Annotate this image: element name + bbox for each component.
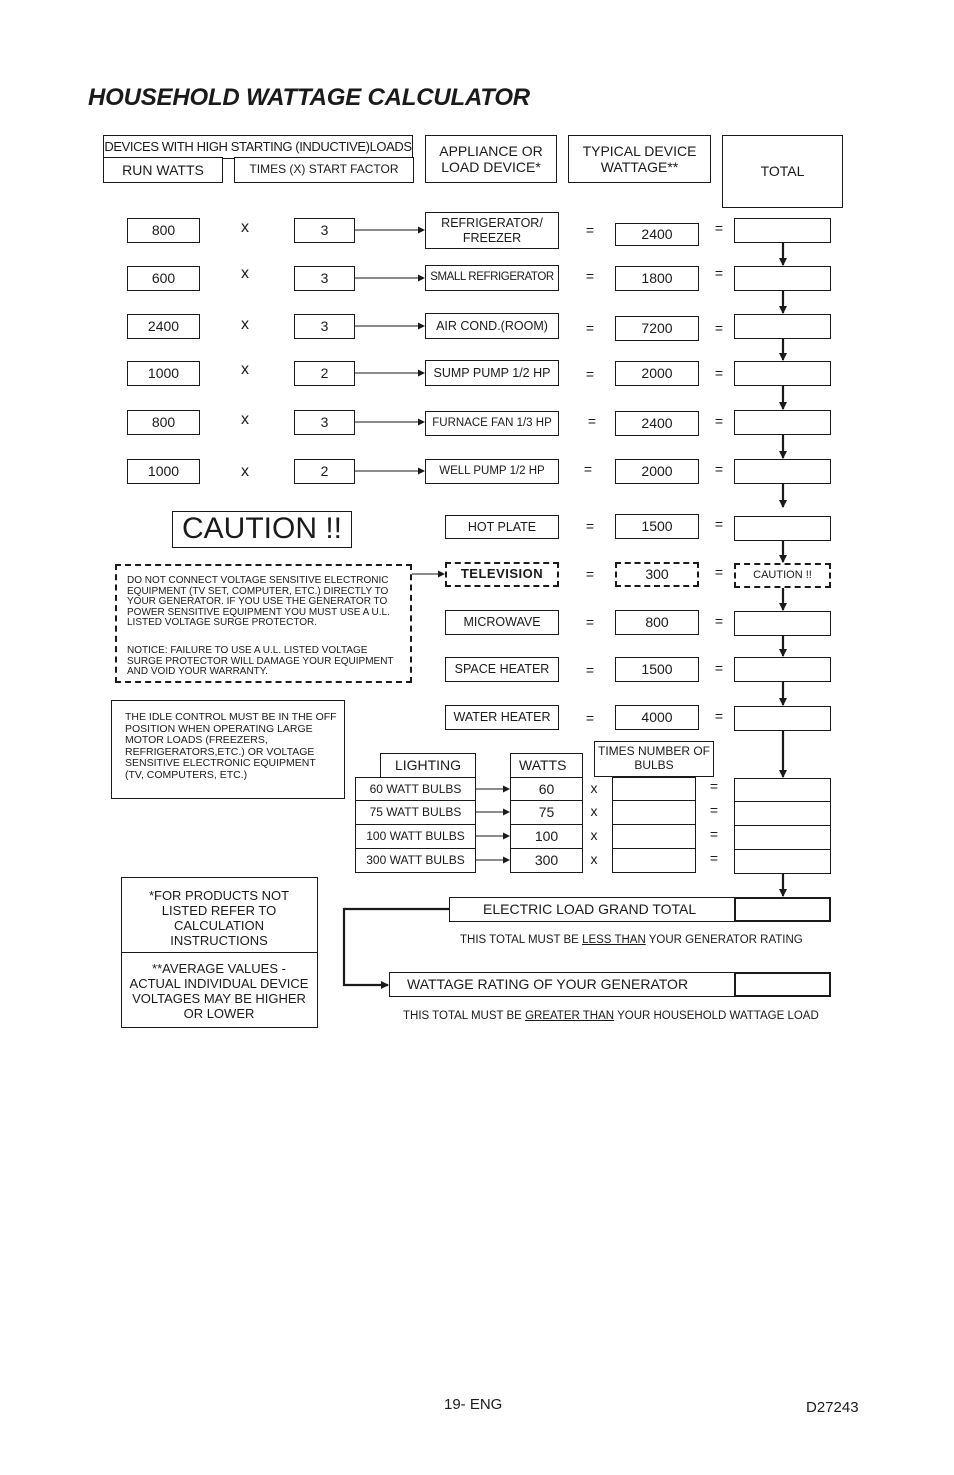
notice-text: NOTICE: FAILURE TO USE A U.L. LISTED VOLTAGE SURGE PROTECTOR WILL DAMAGE YOUR EQUIPMENT AND VOID YOUR WARRANTY. (127, 645, 394, 677)
page-number: 19- ENG (444, 1396, 503, 1413)
equals-sign: = (714, 320, 724, 336)
appliance-label: MICROWAVE (463, 615, 541, 630)
equals-sign: = (585, 268, 595, 284)
equals-sign: = (585, 320, 595, 336)
wattage-value: 7200 (641, 320, 673, 337)
run-watts-value: 1000 (147, 365, 180, 382)
bulb-watts-value: 300 (534, 852, 559, 869)
run-watts-value: 800 (151, 414, 176, 431)
run-watts-value: 600 (151, 270, 176, 287)
lighting-header-label: LIGHTING (394, 757, 462, 774)
equals-sign: = (585, 518, 595, 534)
equals-sign: = (587, 413, 597, 429)
equals-sign: = (714, 708, 724, 724)
footnote-products: *FOR PRODUCTS NOT LISTED REFER TO CALCULATION INSTRUCTIONS (148, 888, 290, 948)
run-watts-value: 1000 (147, 463, 180, 480)
start-factor-value: 3 (320, 318, 329, 335)
bulb-label: 60 WATT BULBS (369, 781, 462, 796)
generator-rating-note-post: YOUR HOUSEHOLD WATTAGE LOAD (614, 1010, 819, 1022)
wattage-value: 1500 (641, 518, 673, 535)
times-sign: x (590, 780, 598, 796)
run-watts-value: 800 (151, 222, 176, 239)
equals-sign: = (583, 461, 593, 477)
equals-sign: = (709, 802, 719, 818)
equals-sign: = (709, 850, 719, 866)
equals-sign: = (585, 366, 595, 382)
wattage-value: 2400 (641, 226, 673, 243)
times-bulbs-label: TIMES NUMBER OF BULBS (597, 744, 710, 772)
typical-wattage-label: TYPICAL DEVICE WATTAGE** (582, 142, 697, 175)
bulb-label: 75 WATT BULBS (369, 804, 462, 819)
caution-text: DO NOT CONNECT VOLTAGE SENSITIVE ELECTRONIC EQUIPMENT (TV SET, COMPUTER, ETC.) DIRECTLY TO YOUR GENERATOR. IF YOU USE THE GENERATOR TO POWER SENSITIVE EQUIPMENT YOU MUST USE A U.L. LISTED VOLTAGE SURGE PROTECTOR. (127, 575, 390, 628)
equals-sign: = (714, 461, 724, 477)
appliance-label: APPLIANCE OR LOAD DEVICE* (439, 142, 543, 175)
total-caution-label: CAUTION !! (753, 569, 812, 582)
equals-sign: = (714, 413, 724, 429)
equals-sign: = (714, 564, 724, 580)
appliance-label: REFRIGERATOR/ FREEZER (441, 216, 543, 245)
document-code: D27243 (806, 1399, 859, 1416)
page-title: HOUSEHOLD WATTAGE CALCULATOR (88, 84, 530, 111)
run-watts-label: RUN WATTS (122, 161, 204, 178)
start-factor-value: 3 (320, 270, 329, 287)
equals-sign: = (585, 566, 595, 582)
equals-sign: = (709, 778, 719, 794)
bulb-watts-value: 100 (534, 828, 559, 845)
watts-header-label: WATTS (519, 757, 567, 774)
start-factor-value: 2 (320, 365, 329, 382)
bulb-label: 300 WATT BULBS (366, 852, 465, 867)
wattage-value: 1500 (641, 661, 673, 678)
appliance-label: TELEVISION (460, 566, 544, 582)
equals-sign: = (714, 365, 724, 381)
appliance-label: WATER HEATER (453, 710, 551, 725)
times-sign: x (241, 361, 249, 378)
wattage-value: 1800 (641, 270, 673, 287)
appliance-label: SUMP PUMP 1/2 HP (433, 365, 551, 380)
wattage-value: 2000 (641, 463, 673, 480)
times-sign: x (241, 265, 249, 282)
times-sign: x (590, 851, 598, 867)
start-factor-value: 2 (320, 463, 329, 480)
start-factor-label: TIMES (X) START FACTOR (249, 162, 399, 177)
inductive-loads-title: DEVICES WITH HIGH STARTING (INDUCTIVE)LOADS (104, 138, 412, 154)
generator-rating-note-emph: GREATER THAN (525, 1010, 615, 1022)
times-sign: x (241, 411, 249, 428)
start-factor-value: 3 (320, 222, 329, 239)
wattage-value: 800 (645, 614, 669, 631)
generator-rating-label: WATTAGE RATING OF YOUR GENERATOR (407, 976, 689, 993)
grand-total-label: ELECTRIC LOAD GRAND TOTAL (483, 901, 697, 918)
times-sign: x (590, 803, 598, 819)
wattage-value: 2400 (641, 415, 673, 432)
idle-control-text: THE IDLE CONTROL MUST BE IN THE OFF POSITION WHEN OPERATING LARGE MOTOR LOADS (FREEZERS, REFRIGERATORS,ETC.) OR VOLTAGE SENSITIVE ELECTRONIC EQUIPMENT (TV, COMPUTERS, ETC.) (125, 711, 337, 781)
equals-sign: = (714, 265, 724, 281)
times-sign: x (241, 316, 249, 333)
equals-sign: = (714, 516, 724, 532)
grand-total-note-pre: THIS TOTAL MUST BE (460, 934, 583, 946)
times-sign: x (241, 219, 249, 236)
equals-sign: = (585, 614, 595, 630)
wattage-value: 300 (645, 566, 669, 583)
equals-sign: = (585, 662, 595, 678)
equals-sign: = (585, 710, 595, 726)
grand-total-connector (344, 909, 449, 985)
grand-total-note-emph: LESS THAN (582, 934, 646, 946)
wattage-value: 4000 (641, 709, 673, 726)
times-sign: x (241, 463, 249, 480)
appliance-label: SPACE HEATER (454, 662, 550, 677)
bulb-label: 100 WATT BULBS (366, 828, 465, 843)
equals-sign: = (714, 220, 724, 236)
bulb-watts-value: 75 (538, 804, 555, 821)
appliance-label: FURNACE FAN 1/3 HP (432, 416, 552, 429)
caution-heading-text: CAUTION !! (181, 512, 342, 546)
times-sign: x (590, 827, 598, 843)
footnote-averages: **AVERAGE VALUES - ACTUAL INDIVIDUAL DEVICE VOLTAGES MAY BE HIGHER OR LOWER (129, 961, 309, 1021)
equals-sign: = (709, 826, 719, 842)
appliance-label: AIR COND.(ROOM) (436, 318, 548, 333)
run-watts-value: 2400 (147, 318, 180, 335)
grand-total-note-post: YOUR GENERATOR RATING (645, 934, 803, 946)
equals-sign: = (585, 222, 595, 238)
appliance-label: HOT PLATE (467, 519, 537, 534)
generator-rating-note-pre: THIS TOTAL MUST BE (403, 1010, 526, 1022)
total-label: TOTAL (760, 163, 805, 180)
appliance-label: SMALL REFRIGERATOR (430, 271, 554, 284)
equals-sign: = (714, 660, 724, 676)
bulb-watts-value: 60 (538, 781, 555, 798)
start-factor-value: 3 (320, 414, 329, 431)
equals-sign: = (714, 613, 724, 629)
wattage-value: 2000 (641, 365, 673, 382)
appliance-label: WELL PUMP 1/2 HP (439, 464, 545, 477)
